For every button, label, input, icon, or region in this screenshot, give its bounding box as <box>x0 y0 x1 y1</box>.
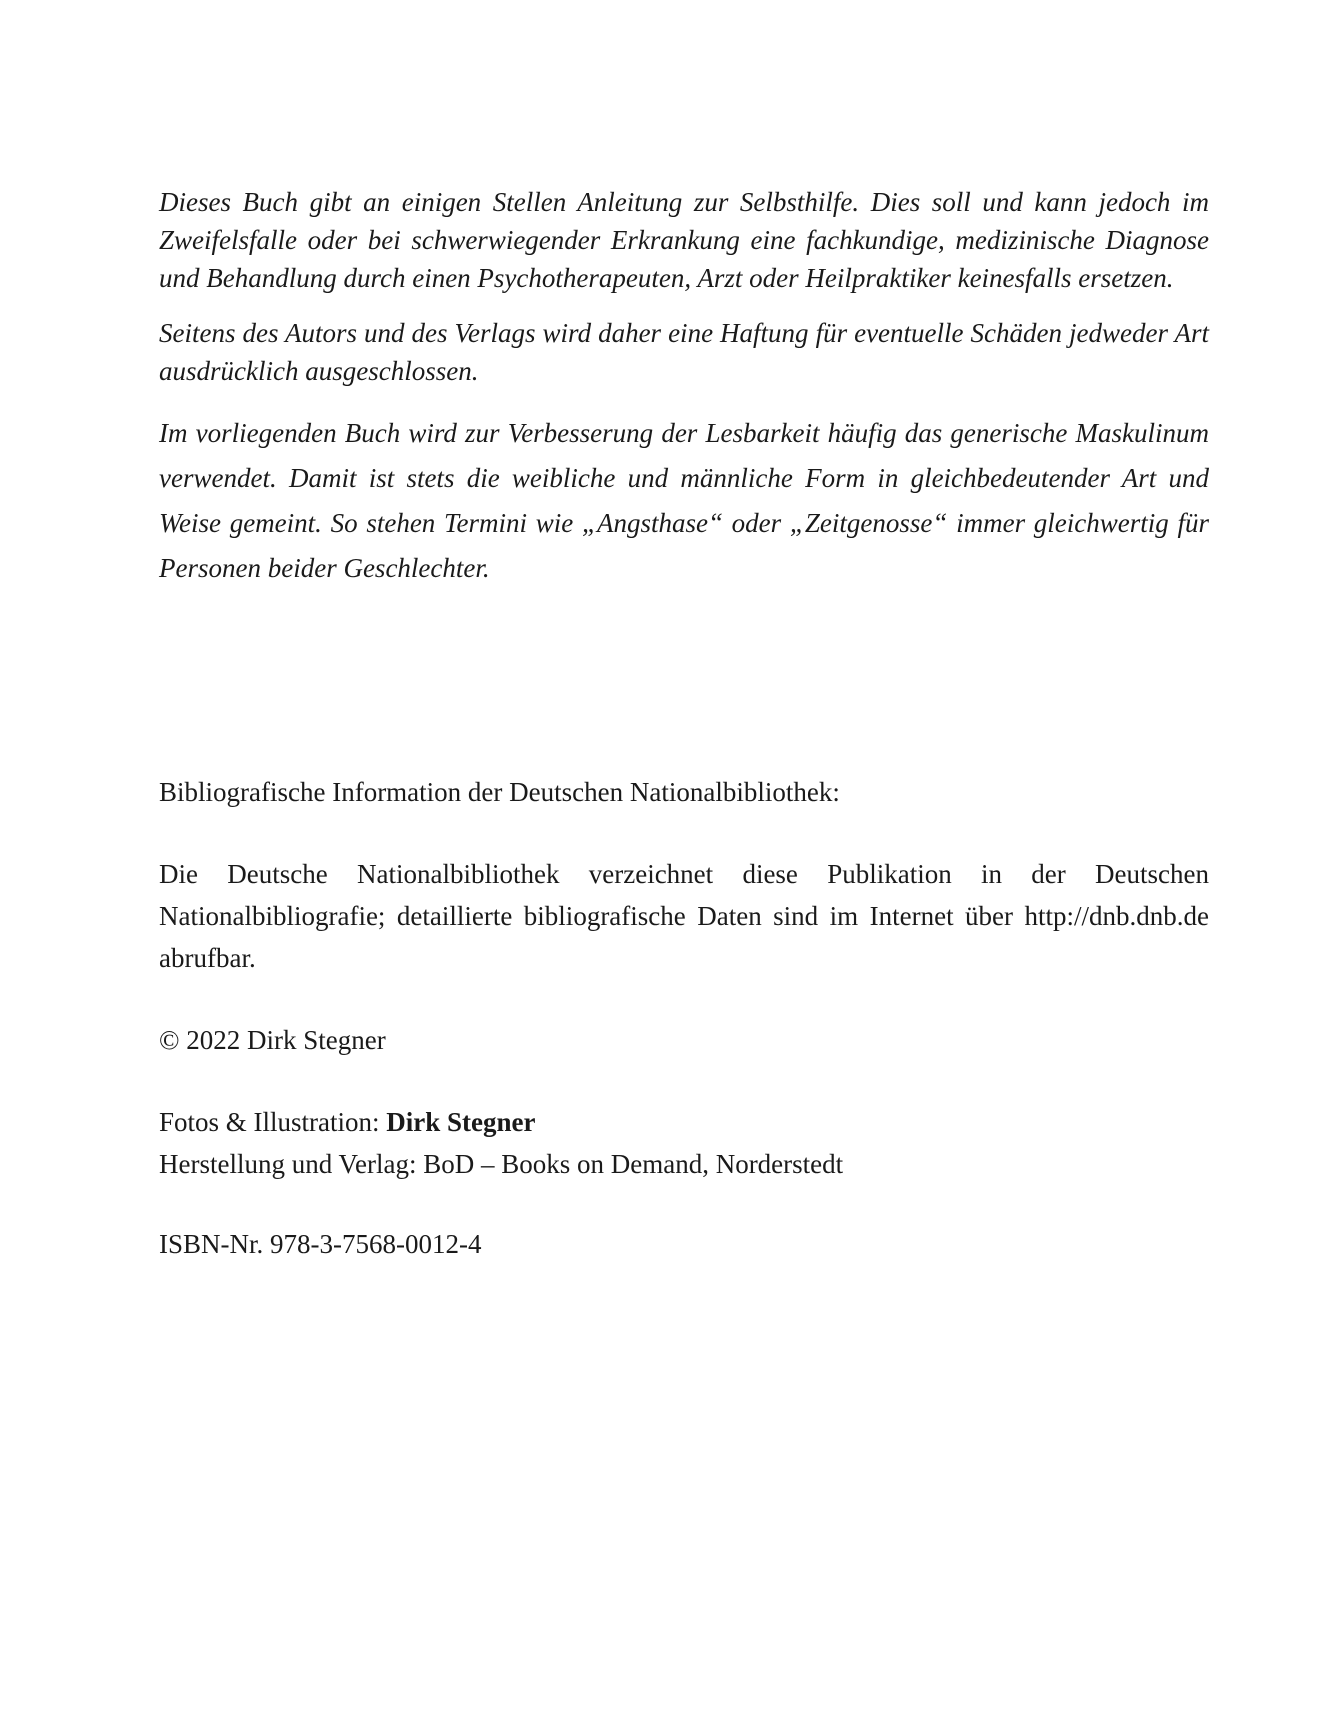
imprint-section <box>159 771 1209 1265</box>
credits-photos-name: Dirk Stegner <box>386 1107 536 1137</box>
disclaimer-paragraph-gender: Im vorliegenden Buch wird zur Verbesserung der Lesbarkeit häufig das generische Maskulinum verwendet. Damit ist stets die weibliche und männliche Form in gleichbedeutender Art und Weise gemeint. So stehen Termini wie „Angsthase“ oder „Zeitgenosse“ immer gleichwertig für Personen beider Geschlechter. <box>159 418 1209 583</box>
credits-photos-label: Fotos & Illustration: <box>159 1107 387 1137</box>
bibliographic-text: Die Deutsche Nationalbibliothek verzeichnet diese Publikation in der Deutschen Nationalbibliografie; detaillierte bibliografische Daten sind im Internet über http://dnb.dnb.de abrufbar. <box>159 859 1209 973</box>
disclaimer-paragraph-liability: Seitens des Autors und des Verlags wird daher eine Haftung für eventuelle Schäden jedweder Art ausdrücklich ausgeschlossen. <box>159 318 1209 386</box>
copyright-line: © 2022 Dirk Stegner <box>159 1025 386 1055</box>
credits-publisher-line: Herstellung und Verlag: BoD – Books on Demand, Norderstedt <box>159 1149 844 1179</box>
disclaimer-section <box>159 183 1209 591</box>
credits-photos-line <box>159 1101 1209 1143</box>
isbn-line: ISBN-Nr. 978-3-7568-0012-4 <box>159 1229 482 1259</box>
bibliographic-heading: Bibliografische Information der Deutschen Nationalbibliothek: <box>159 777 840 807</box>
disclaimer-paragraph-self-help: Dieses Buch gibt an einigen Stellen Anleitung zur Selbsthilfe. Dies soll und kann jedoch im Zweifelsfalle oder bei schwerwiegender Erkrankung eine fachkundige, medizinische Diagnose und Behandlung durch einen Psychotherapeuten, Arzt oder Heilpraktiker keinesfalls ersetzen. <box>159 187 1209 293</box>
